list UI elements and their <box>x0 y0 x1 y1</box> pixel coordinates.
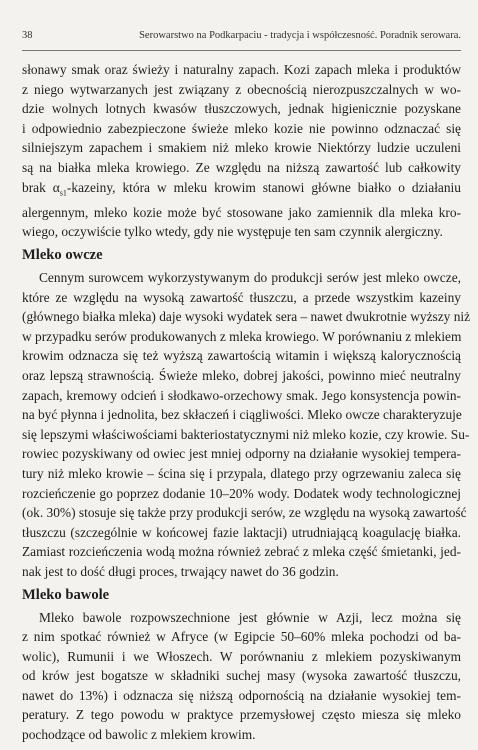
casein-before: brak α <box>22 179 60 195</box>
text-line: Zamiast rozcieńczenia wodą można również zebrać z mleka część śmietanki, jed- <box>22 544 461 560</box>
running-header <box>22 28 461 51</box>
text-line-casein <box>22 178 461 203</box>
paragraph-goat-milk <box>22 60 461 242</box>
text-line: pochodzące od bawolic z mlekiem krowim. <box>22 727 256 743</box>
page-number: 38 <box>22 30 33 41</box>
text-line: zapach, kremowy odcień i słodkawo-orzechowy smak. Jego konsystencja powin- <box>22 387 461 403</box>
paragraph-sheep-milk <box>22 268 471 582</box>
text-line: wiego, oczywiście tylko wtedy, gdy nie występuje ten sam czynnik alergiczny. <box>22 224 443 240</box>
text-line: słonawy smak oraz świeży i naturalny zapach. Kozi zapach mleka i produktów <box>22 62 461 77</box>
text-line: alergennym, mleko kozie może być stosowane jako zamiennik dla mleka kro- <box>22 204 461 220</box>
text-line: nawet do 13%) i odznacza się niższą odpornością na działanie wysokiej tem- <box>22 687 461 703</box>
text-line: od krów jest bogatsze w składniki suchej masy (wysoka zawartość tłuszczu, <box>22 668 461 684</box>
section-heading-sheep-milk: Mleko owcze <box>22 247 103 264</box>
text-line: i odpowiednio zabezpieczone świeże mleko kozie nie powinno odznaczać się <box>22 120 461 136</box>
text-line: z nim spotkać również w Afryce (w Egipcie 50–60% mleka pochodzi od ba- <box>22 629 461 645</box>
text-line: tłuszczu (szczególnie w końcowej fazie laktacji) utrudniającą koagulację białka. <box>22 524 461 540</box>
text-line: w przypadku serów produkowanych z mleka krowiego. W porównaniu z mlekiem <box>22 328 462 344</box>
text-line: silniejszym zapachem i smakiem niż mleko krowie Niektórzy ludzie uczuleni <box>22 140 461 156</box>
text-line: się lepszymi właściwościami bakteriostatycznymi niż mleko kozie, czy krowie. Su- <box>22 426 470 442</box>
section-heading-buffalo-milk: Mleko bawole <box>22 586 110 603</box>
text-line: krowim odznacza się też wyższą zawartością witamin i większą kalorycznością <box>22 348 461 364</box>
text-line: Cennym surowcem wykorzystywanym do produkcji serów jest mleko owcze, <box>39 270 461 286</box>
paragraph-buffalo-milk <box>22 608 461 745</box>
text-line: Mleko bawole rozpowszechnione jest głównie w Azji, lecz można się <box>39 609 461 625</box>
text-line: peratury. Z tego powodu w praktyce przemysłowej często miesza się mleko <box>22 707 461 723</box>
text-line: rozcieńczenie go poprzez dodanie 10–20% wody. Dodatek wody technologicznej <box>22 485 461 501</box>
text-line: (ok. 30%) stosuje się także przy produkcji serów, ze względu na wysoką zawartość <box>22 505 467 521</box>
casein-after: -kazeiny, która w mleku krowim stanowi główne białko o działaniu <box>66 179 461 195</box>
page-body <box>22 60 471 745</box>
text-line: nak jest to dość długi proces, trwający nawet do 36 godzin. <box>22 563 339 579</box>
text-line: są na białka mleka krowiego. Ze względu na niższą zawartość lub całkowity <box>22 159 461 175</box>
casein-subscript: s1 <box>59 188 67 198</box>
text-line: na być płynna i jednolita, bez skłaczeń i ciągliwości. Mleko owcze charakteryzuje <box>22 407 462 423</box>
text-line: tury niż mleko krowie – ścina się i przypala, dlatego przy ogrzewaniu zaleca się <box>22 465 461 481</box>
text-line: wolic), Rumunii i we Włoszech. W porównaniu z mlekiem pozyskiwanym <box>22 648 461 664</box>
text-line: dzie wolnych lotnych kwasów tłuszczowych, jednak higienicznie pozyskane <box>22 101 461 117</box>
text-line: (głównego białka mleka) daje wysoki wydatek sera – nawet dwukrotnie wyższy niż <box>22 309 471 325</box>
text-line: rowiec pozyskiwany od owiec jest mniej odporny na działanie wysokiej tempera- <box>22 446 461 462</box>
text-line: z niego wytwarzanych jest związany z obecnością nierozpuszczalnych w wo- <box>22 81 461 97</box>
running-title: Serowarstwo na Podkarpaciu - tradycja i współczesność. Poradnik serowara. <box>139 30 461 41</box>
text-line: które ze względu na wysoką zawartość tłuszczu, a przede wszystkim kazeiny <box>22 289 461 305</box>
text-line: oraz lepszą strawnością. Świeże mleko, dobrej jakości, powinno mieć neutralny <box>22 367 461 383</box>
